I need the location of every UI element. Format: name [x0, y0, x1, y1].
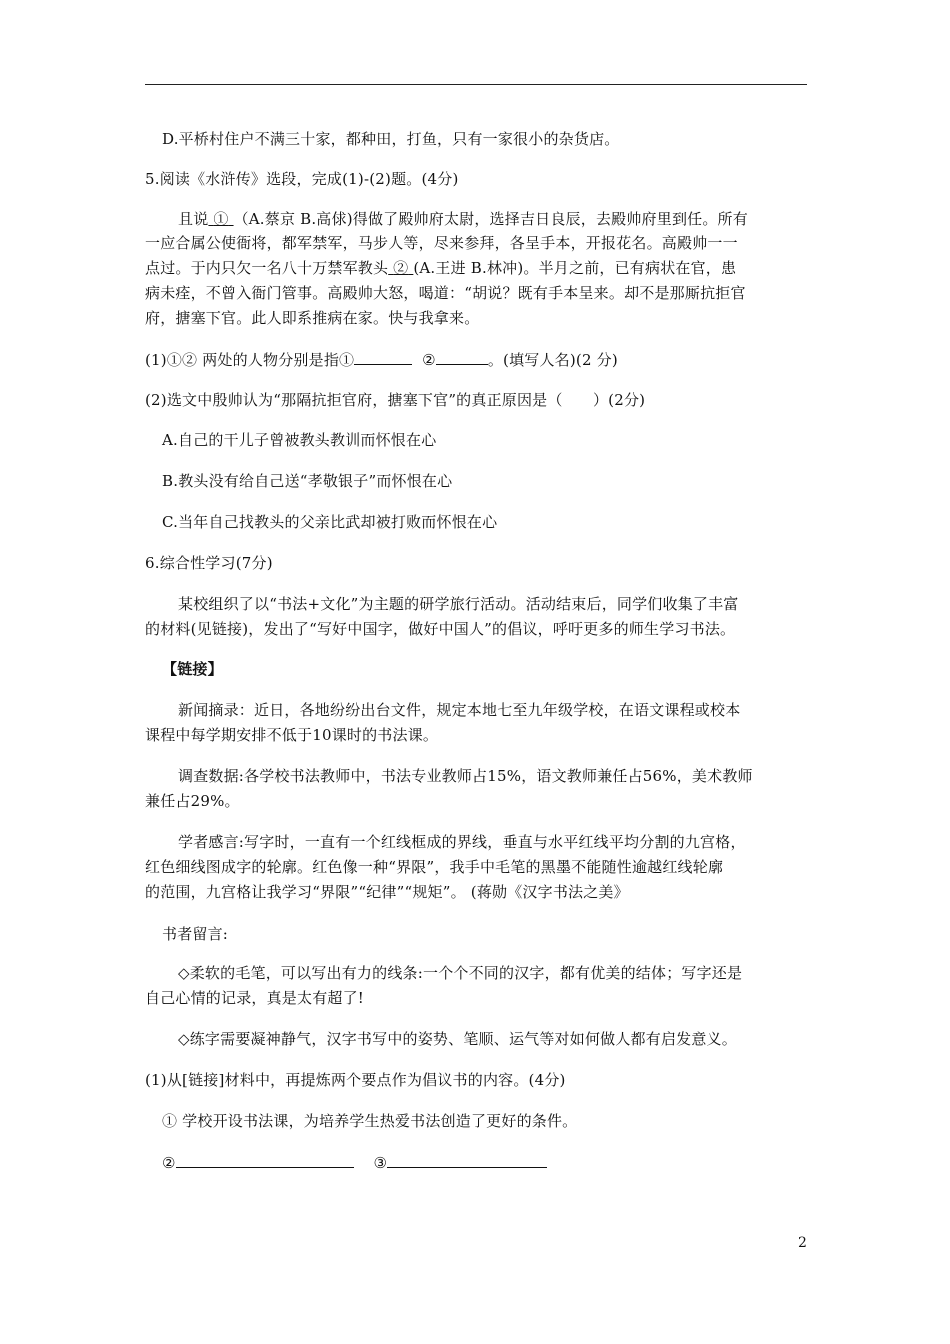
- writer-label: 书者留言:: [162, 925, 229, 943]
- answer-blank-3: [176, 1153, 354, 1168]
- q5-sub-2: (2)选文中殷帅认为“那隔抗拒官府，搪塞下官”的真正原因是（ ）(2分): [145, 391, 646, 409]
- q5-passage-line-2: 一应合属公使衙将，都军禁军，马步人等，尽来参拜，各呈手本，开报花名。高殿帅一一: [145, 234, 738, 252]
- news-line-2: 课程中每学期安排不低于10课时的书法课。: [145, 726, 439, 744]
- writer-note-2: ◇练字需要凝神静气，汉字书写中的姿势、笔顺、运气等对如何做人都有启发意义。: [178, 1030, 737, 1048]
- scholar-line-3: 的范围，九宫格让我学习“界限”“纪律”“规矩”。 (蒋勋《汉字书法之美》: [145, 883, 629, 901]
- q5-passage-line-5: 府，搪塞下官。此人即系推病在家。快与我拿来。: [145, 309, 480, 327]
- option-a: A.自己的干儿子曾被教头教训而怀恨在心: [162, 431, 437, 449]
- answer-blank-1: [354, 350, 412, 365]
- answer-lines: ② ③: [162, 1153, 547, 1173]
- writer-note-1-line-1: ◇柔软的毛笔，可以写出有力的线条:一个个不同的汉字，都有优美的结体；写字还是: [178, 964, 743, 982]
- page-number: 2: [798, 1235, 807, 1251]
- q6-sub-1: (1)从[链接]材料中，再提炼两个要点作为倡议书的内容。(4分): [145, 1071, 566, 1089]
- answer-1: ① 学校开设书法课，为培养学生热爱书法创造了更好的条件。: [162, 1112, 578, 1130]
- q5-passage-line-1: 且说 ① （A.蔡京 B.高俅)得做了殿帅府太尉，选择吉日良辰，去殿帅府里到任。所有: [178, 210, 748, 228]
- q5-passage-line-4: 病未痊，不曾入衙门管事。高殿帅大怒，喝道：“胡说？既有手本呈来。却不是那厮抗拒官: [145, 284, 746, 302]
- scholar-line-1: 学者感言:写字时，一直有一个红线框成的界线，垂直与水平红线平均分割的九宫格，: [178, 833, 746, 851]
- writer-note-1-line-2: 自己心情的记录，真是太有超了!: [145, 989, 365, 1007]
- scholar-line-2: 红色细线图成字的轮廓。红色像一种“界限”，我手中毛笔的黑墨不能随性逾越红线轮廓: [145, 858, 724, 876]
- option-d: D.平桥村住户不满三十家，都种田，打鱼，只有一家很小的杂货店。: [162, 130, 620, 148]
- q5-title: 5.阅读《水浒传》选段，完成(1)-(2)题。(4分): [145, 170, 459, 188]
- link-label: 【链接】: [162, 660, 223, 678]
- answer-blank-2: [436, 350, 488, 365]
- blank-2: ②: [393, 259, 409, 277]
- q6-intro-line-1: 某校组织了以“书法+文化”为主题的研学旅行活动。活动结束后，同学们收集了丰富: [178, 595, 739, 613]
- header-rule: [145, 84, 807, 85]
- q6-title: 6.综合性学习(7分): [145, 554, 273, 572]
- q5-passage-line-3: 点过。于内只欠一名八十万禁军教头 ② (A.王进 B.林冲)。半月之前，已有病状在官，患: [145, 259, 737, 277]
- answer-blank-4: [387, 1153, 547, 1168]
- option-c: C.当年自己找教头的父亲比武却被打败而怀恨在心: [162, 513, 498, 531]
- blank-1: ①: [213, 210, 229, 228]
- q6-intro-line-2: 的材料(见链接)，发出了“写好中国字，做好中国人”的倡议，呼吁更多的师生学习书法。: [145, 620, 736, 638]
- q5-sub-1: (1)①② 两处的人物分别是指① ② 。(填写人名)(2 分): [145, 351, 618, 369]
- news-line-1: 新闻摘录：近日，各地纷纷出台文件，规定本地七至九年级学校，在语文课程或校本: [178, 701, 741, 719]
- survey-line-2: 兼任占29%。: [145, 792, 240, 810]
- option-b: B.教头没有给自己送“孝敬银子”而怀恨在心: [162, 472, 453, 490]
- survey-line-1: 调查数据:各学校书法教师中，书法专业教师占15%，语文教师兼任占56%，美术教师: [178, 767, 753, 785]
